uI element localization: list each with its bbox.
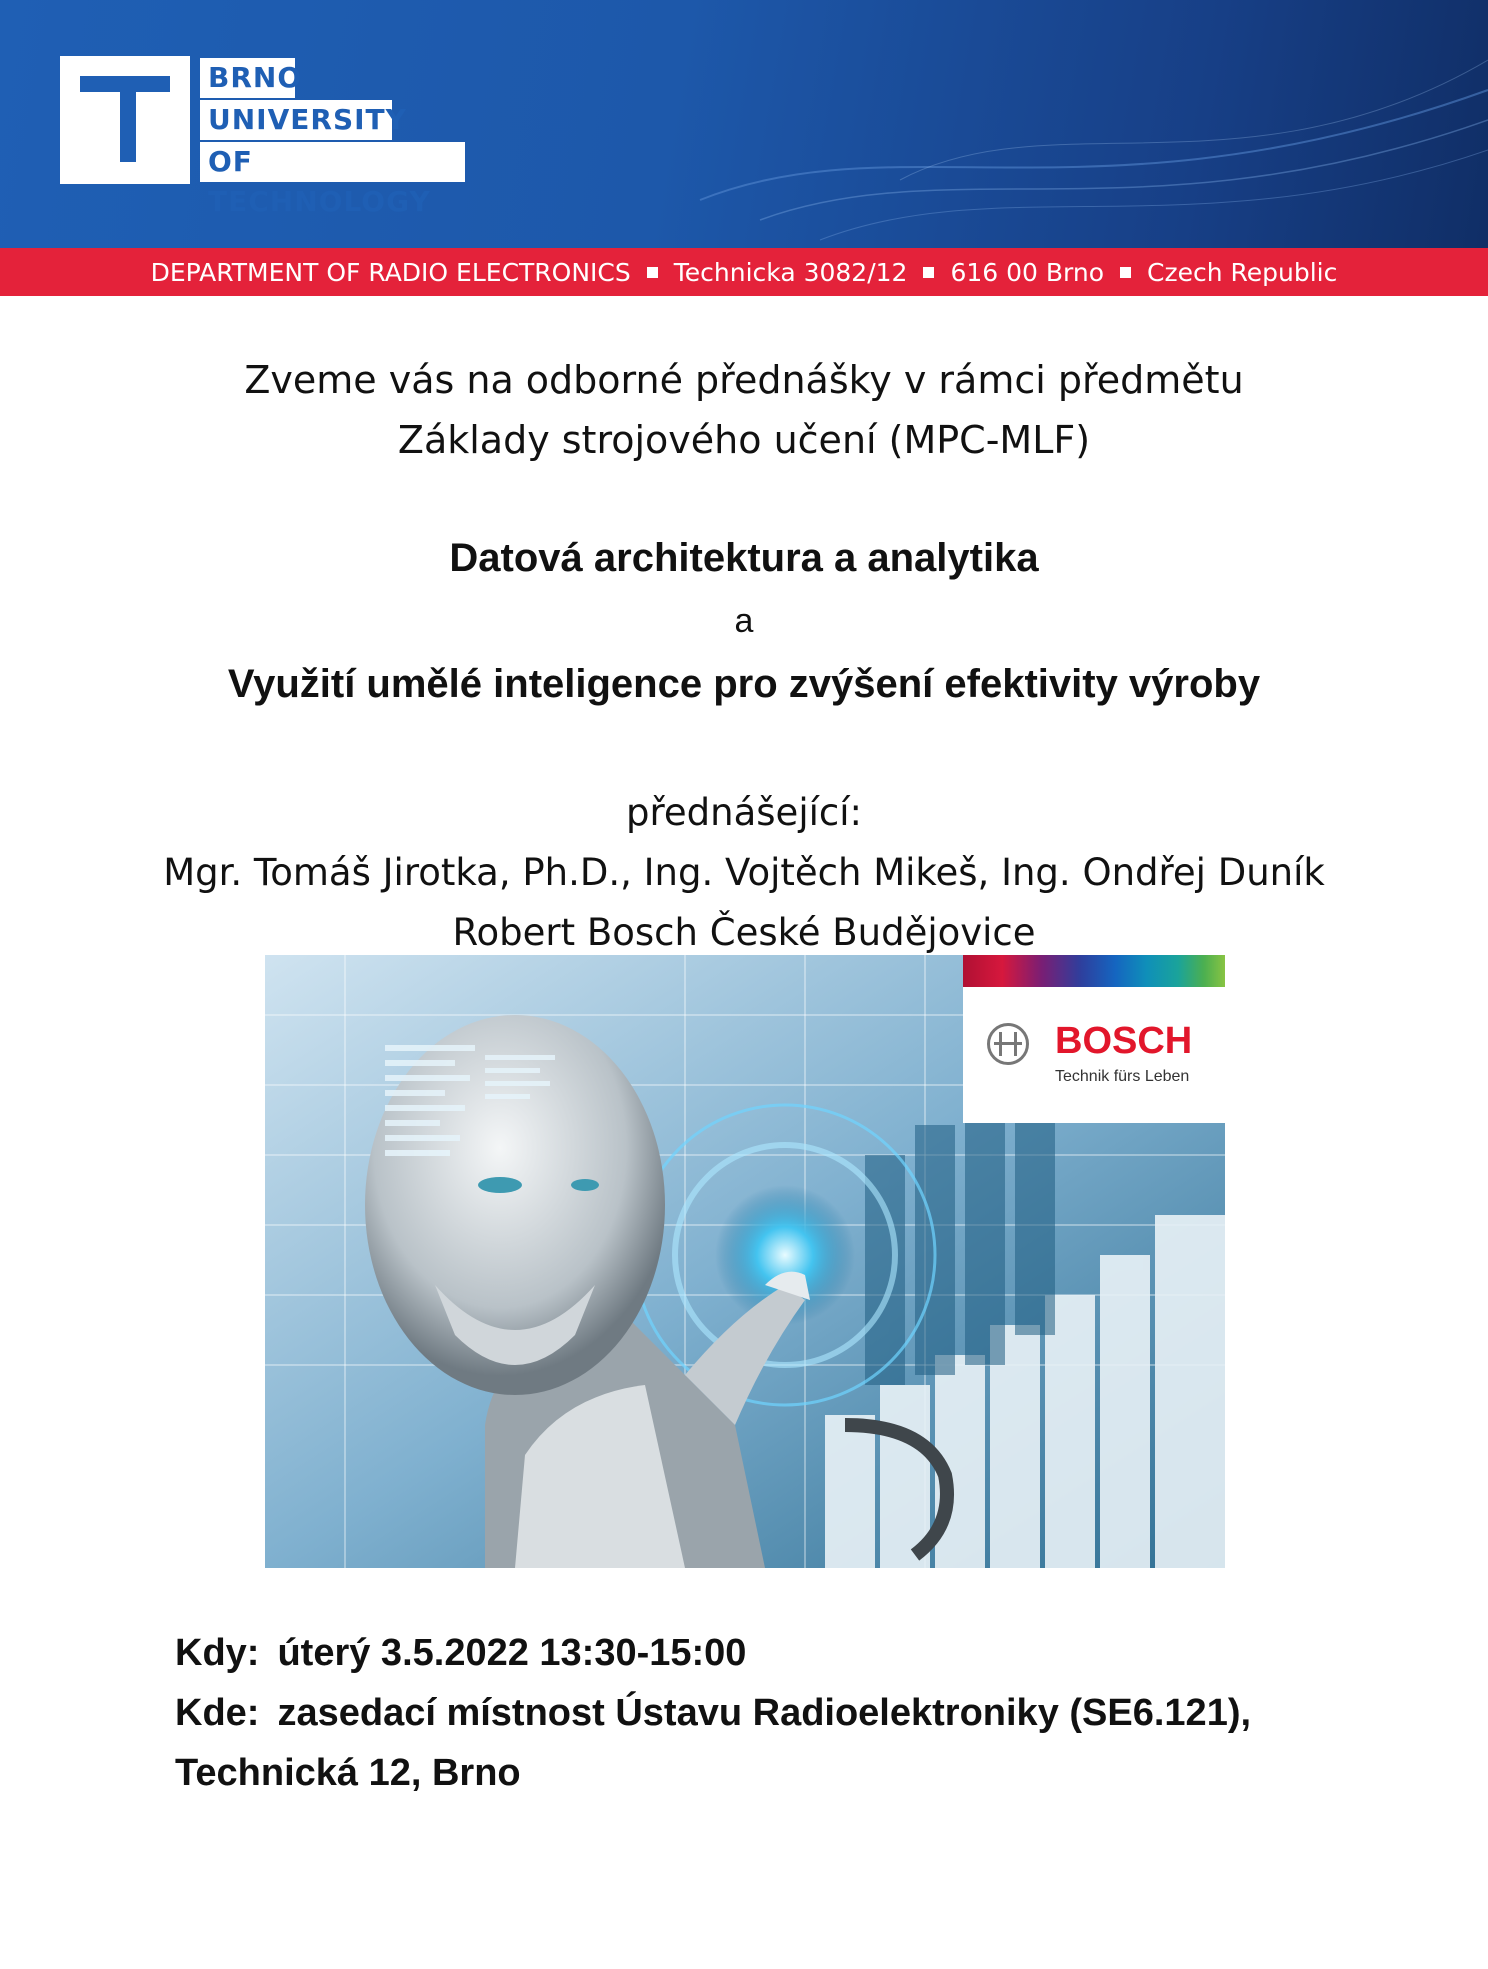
university-header [0, 0, 1488, 248]
street-address: Technicka 3082/12 [673, 257, 908, 287]
lecturers-label: přednášející: [626, 791, 862, 834]
lecturers-names: Mgr. Tomáš Jirotka, Ph.D., Ing. Vojtěch Mikeš, Ing. Ondřej Duník [163, 851, 1325, 894]
lecturers-company: Robert Bosch České Budějovice [452, 911, 1036, 954]
university-logo [60, 56, 190, 184]
separator-square-icon [1120, 267, 1131, 278]
when-value: úterý 3.5.2022 13:30-15:00 [277, 1632, 747, 1674]
where-value: zasedací místnost Ústavu Radioelektroniky (SE6.121), [277, 1692, 1252, 1734]
where-label: Kde: [175, 1692, 260, 1734]
event-where-line-2: Technická 12, Brno [175, 1752, 521, 1794]
ai-robot-image [265, 955, 1225, 1568]
event-when [175, 1632, 746, 1675]
bosch-color-strip [963, 955, 1225, 987]
logo-word-technology: OF TECHNOLOGY [200, 142, 465, 182]
separator-square-icon [647, 267, 658, 278]
invitation-text [0, 350, 1488, 470]
bosch-slogan: Technik fürs Leben [1055, 1068, 1190, 1085]
talk-connector: a [734, 602, 754, 640]
event-where [175, 1692, 1251, 1735]
when-label: Kdy: [175, 1632, 260, 1674]
talk-title-2: Využití umělé inteligence pro zvýšení efektivity výroby [227, 662, 1261, 706]
bosch-logo-panel [963, 955, 1225, 1123]
country: Czech Republic [1147, 257, 1338, 287]
department-name: DEPARTMENT OF RADIO ELECTRONICS [150, 257, 631, 287]
talk-title-1: Datová architektura a analytika [449, 536, 1039, 580]
logo-word-brno: BRNO [200, 58, 295, 98]
department-address-bar [0, 248, 1488, 296]
bosch-wordmark: BOSCH [1055, 1020, 1193, 1062]
lecturers-block [0, 783, 1488, 963]
invitation-line-2: Základy strojového učení (MPC-MLF) [397, 418, 1091, 462]
logo-word-university: UNIVERSITY [200, 100, 392, 140]
separator-square-icon [923, 267, 934, 278]
postal-city: 616 00 Brno [950, 257, 1105, 287]
bosch-armature-icon [987, 1023, 1029, 1065]
invitation-line-1: Zveme vás na odborné přednášky v rámci předmětu [244, 358, 1244, 402]
